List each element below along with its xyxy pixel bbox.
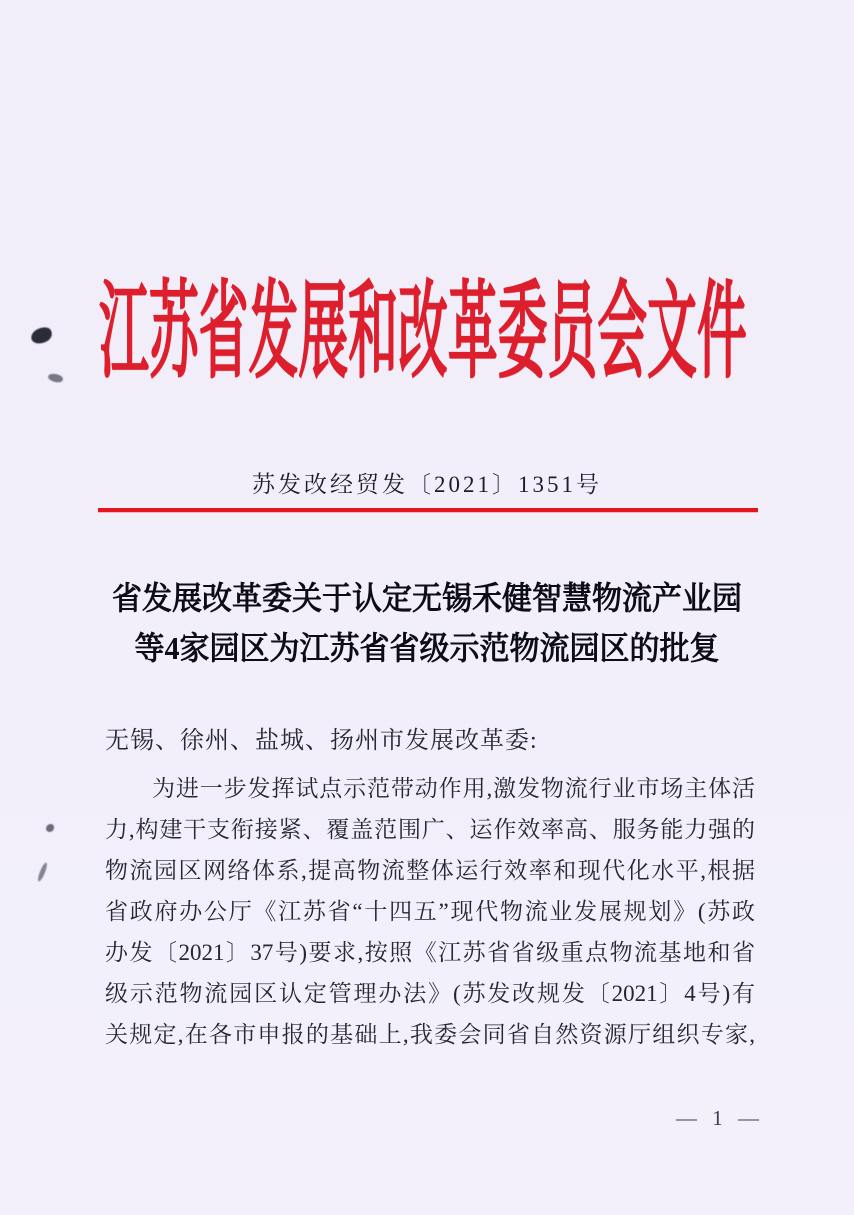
body-line: 办发〔2021〕37号)要求,按照《江苏省省级重点物流基地和省: [105, 940, 755, 965]
scan-artifact: [30, 326, 54, 345]
red-separator-line: [98, 508, 758, 512]
document-title: [85, 574, 769, 674]
body-line: 为进一步发挥试点示范带动作用,激发物流行业市场主体活: [152, 776, 755, 801]
body-line: 力,构建干支衔接紧、覆盖范围广、运作效率高、服务能力强的: [105, 817, 755, 842]
scan-artifact: [47, 372, 64, 384]
body-line: 省政府办公厅《江苏省“十四五”现代物流业发展规划》(苏政: [105, 899, 755, 924]
body-line: 关规定,在各市申报的基础上,我委会同省自然资源厅组织专家,: [105, 1022, 755, 1047]
agency-header-title: 江苏省发展和改革委员会文件: [99, 274, 747, 391]
document-title-line2: 等4家园区为江苏省省级示范物流园区的批复: [134, 631, 720, 667]
document-title-line1: 省发展改革委关于认定无锡禾健智慧物流产业园: [112, 581, 742, 617]
body-line: 级示范物流园区认定管理办法》(苏发改规发〔2021〕4号)有: [105, 981, 755, 1006]
page-number: — 1 —: [676, 1106, 764, 1130]
scan-artifact: [46, 824, 54, 832]
scan-artifact: [36, 862, 48, 882]
body-line: 物流园区网络体系,提高物流整体运行效率和现代化水平,根据: [105, 858, 755, 883]
document-number: 苏发改经贸发〔2021〕1351号: [252, 472, 602, 497]
document-body: [105, 768, 755, 1055]
salutation-line: 无锡、徐州、盐城、扬州市发展改革委:: [105, 728, 538, 754]
